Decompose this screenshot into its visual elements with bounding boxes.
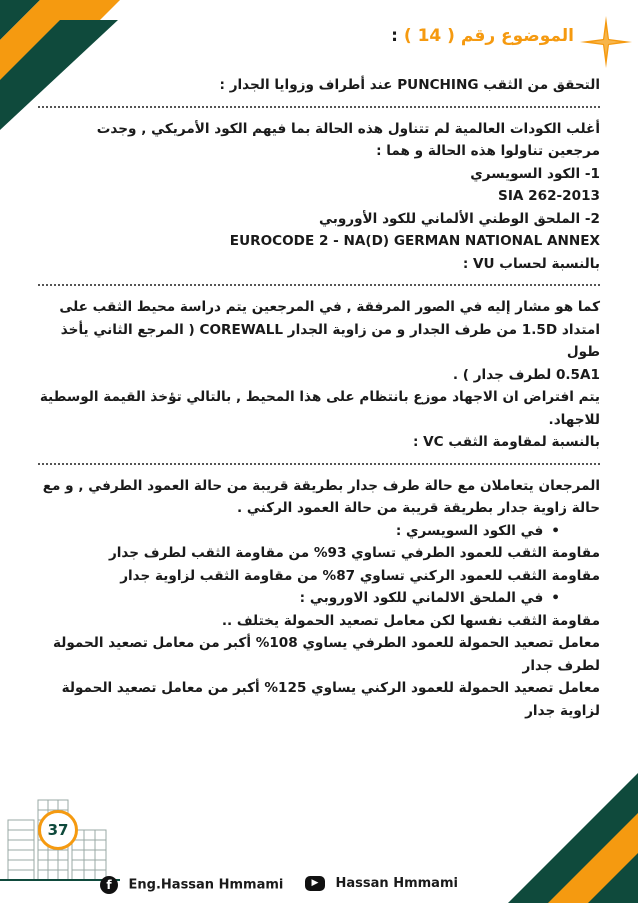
title-text: الموضوع رقم ( 14 ): [403, 26, 574, 46]
footer-youtube[interactable]: [305, 876, 458, 891]
section2-line: بالنسبة لمقاومة الثقب VC :: [412, 434, 600, 450]
bullet-swiss: • في الكود السويسري :: [38, 520, 600, 543]
german-line: لزاوية جدار: [525, 702, 600, 719]
intro-heading: التحقق من الثقب PUNCHING عند أطراف وزوايا الجدار :: [219, 77, 600, 93]
section1-line: EUROCODE 2 - NA(D) GERMAN NATIONAL ANNEX: [229, 233, 600, 249]
facebook-name: Eng.Hassan Hmmami: [128, 877, 284, 893]
youtube-name: Hassan Hmmami: [335, 876, 458, 891]
swiss-line: مقاومة الثقب للعمود الركني تساوي 87% من مقاومة الثقب لزاوية جدار: [120, 567, 600, 584]
section1-line: 1- الكود السويسري: [470, 165, 600, 182]
dotted-divider: [38, 284, 600, 286]
section3-line: حالة زاوية جدار بطريقة قريبة من حالة العمود الركني .: [237, 500, 600, 516]
section2-line: 0.5A1 لطرف جدار ) .: [452, 366, 600, 383]
section2-line: امتداد 1.5D من طرف الجدار و من زاوية الجدار COREWALL ( المرجع الثاني يأخذ طول: [60, 321, 600, 360]
bullet-german: • في الملحق الالماني للكود الاوروبي :: [38, 587, 600, 610]
section2-line: يتم افتراض ان الاجهاد موزع بانتظام على هذا المحيط , بالتالي تؤخذ القيمة الوسطية: [39, 389, 600, 405]
dotted-divider: [38, 106, 600, 108]
facebook-icon: f: [100, 876, 118, 894]
star-icon: [580, 16, 632, 68]
german-line: مقاومة الثقب نفسها لكن معامل تصعيد الحمولة يختلف ..: [221, 612, 600, 629]
section1-line: مرجعين تناولوا هذه الحالة و هما :: [376, 143, 600, 159]
section1-line: 2- الملحق الوطني الألماني للكود الأوروبي: [318, 210, 600, 227]
youtube-icon: ▶: [305, 876, 325, 891]
section2-line: للاجهاد.: [548, 411, 600, 428]
section3-line: المرجعان يتعاملان مع حالة طرف جدار بطريقة قريبة من حالة العمود الطرفي , و مع: [42, 477, 600, 494]
section1-line: SIA 262-2013: [498, 188, 600, 204]
section1-line: أغلب الكودات العالمية لم تتناول هذه الحالة بما فيهم الكود الأمريكي , وجدت: [96, 120, 600, 137]
dotted-divider: [38, 463, 600, 465]
footer-facebook[interactable]: [100, 876, 283, 894]
page-title: [391, 26, 574, 46]
corner-decoration-bottom-right: [488, 773, 638, 903]
section1-line: بالنسبة لحساب VU :: [462, 255, 600, 272]
section2-line: كما هو مشار إليه في الصور المرفقة , في المرجعين يتم دراسة محيط الثقب على: [59, 299, 600, 315]
title-colon: :: [391, 26, 398, 46]
page-number: 37: [38, 810, 78, 850]
german-line: لطرف جدار: [522, 657, 600, 674]
swiss-line: مقاومة الثقب للعمود الطرفي تساوي 93% من مقاومة الثقب لطرف جدار: [108, 545, 600, 561]
document-body: [38, 74, 600, 722]
german-line: معامل تصعيد الحمولة للعمود الركني يساوي 125% أكبر من معامل تصعيد الحمولة: [61, 680, 600, 696]
german-line: معامل تصعيد الحمولة للعمود الطرفي يساوي 108% أكبر من معامل تصعيد الحمولة: [52, 635, 600, 651]
